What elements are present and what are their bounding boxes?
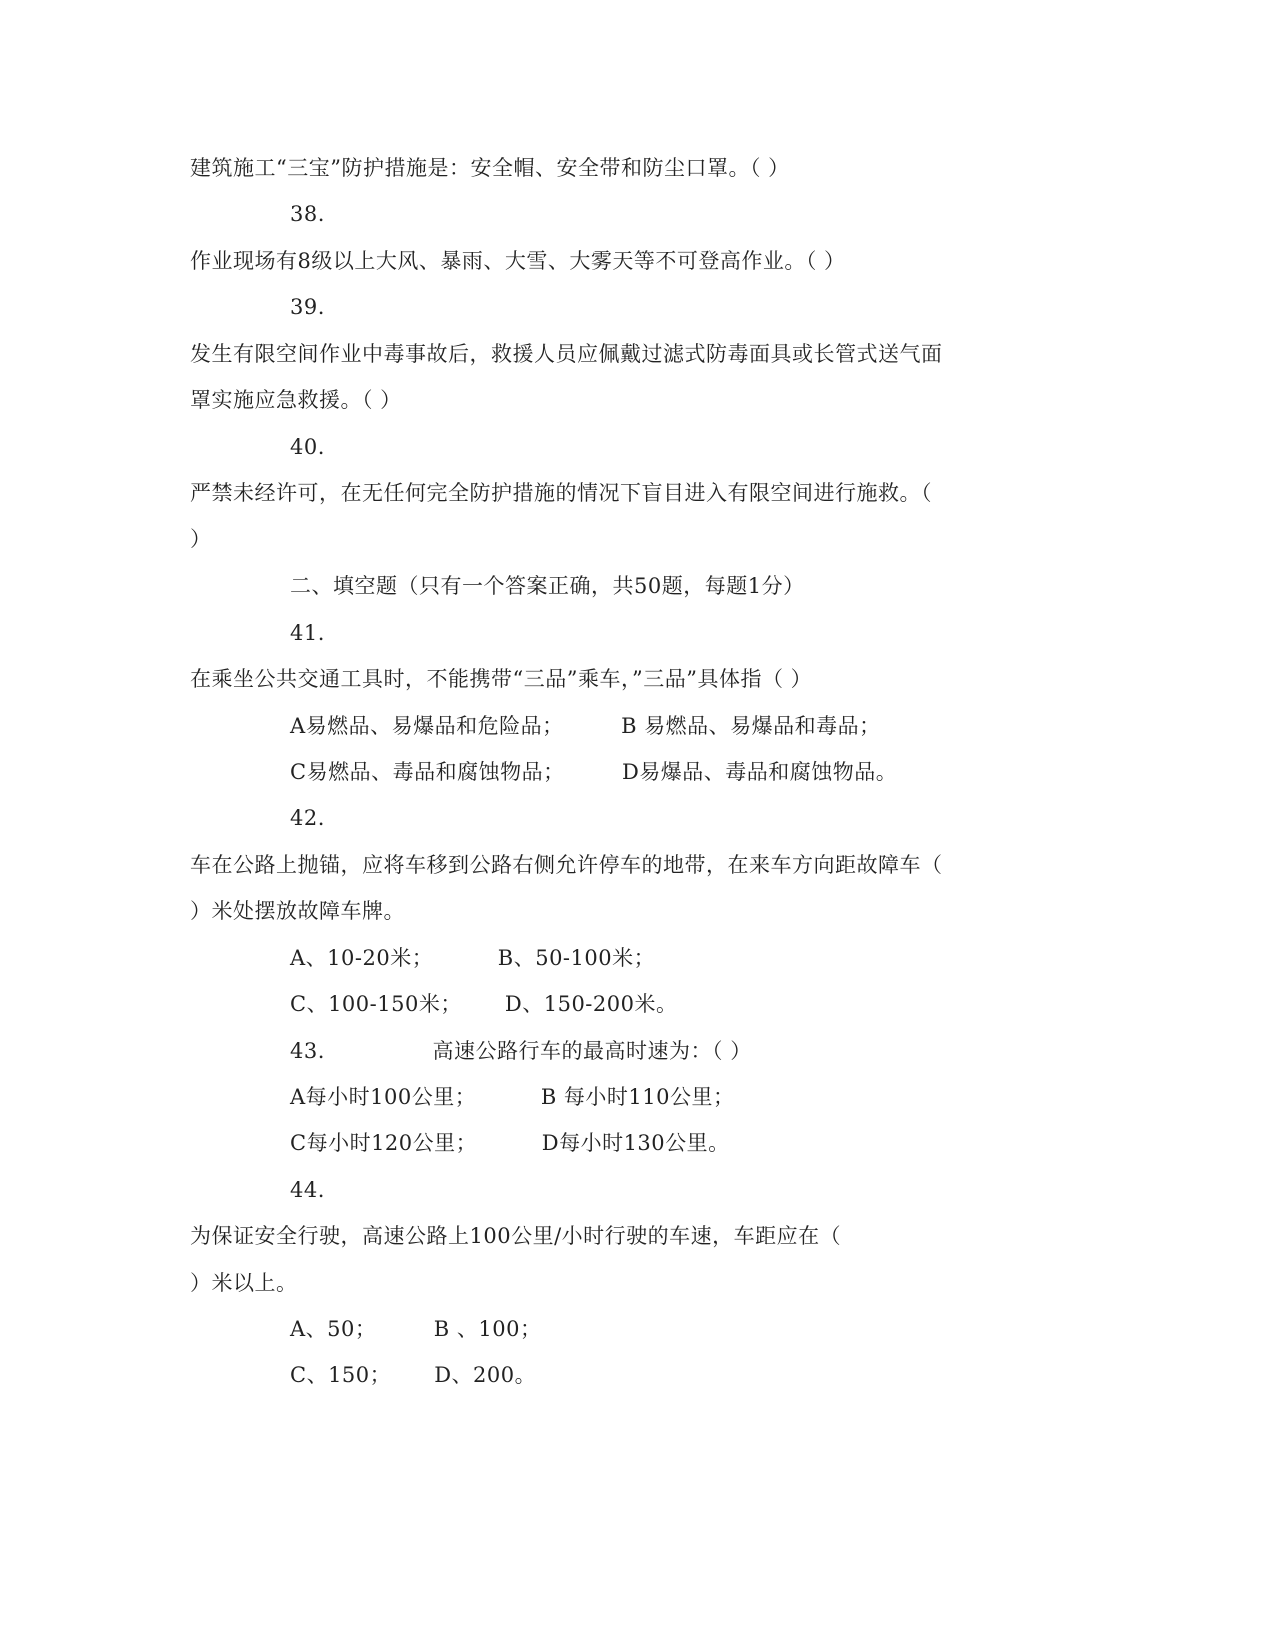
question-43-options-cd: C每小时120公里； D每小时130公里。 xyxy=(290,1131,730,1155)
question-38-text: 作业现场有8级以上大风、暴雨、大雪、大雾天等不可登高作业。（ ） xyxy=(190,249,846,273)
question-44-text-line-2: ）米以上。 xyxy=(190,1271,298,1295)
question-39-text-line-2: 罩实施应急救援。（ ） xyxy=(190,388,402,412)
question-42-number: 42. xyxy=(290,806,325,830)
question-39-text-line-1: 发生有限空间作业中毒事故后，救援人员应佩戴过滤式防毒面具或长管式送气面 xyxy=(190,342,943,366)
question-42-text-line-2: ）米处摆放故障车牌。 xyxy=(190,899,405,923)
question-41-text: 在乘坐公共交通工具时，不能携带“三品”乘车，”三品”具体指（ ） xyxy=(190,667,813,691)
question-44-text-line-1: 为保证安全行驶，高速公路上100公里/小时行驶的车速，车距应在（ xyxy=(190,1224,842,1248)
question-44-number: 44. xyxy=(290,1178,325,1202)
question-40-number: 40. xyxy=(290,435,325,459)
question-42-options-ab: A、10-20米； B、50-100米； xyxy=(290,946,656,970)
question-42-options-cd: C、100-150米； D、150-200米。 xyxy=(290,992,678,1016)
question-37-text: 建筑施工“三宝”防护措施是：安全帽、安全带和防尘口罩。（ ） xyxy=(190,156,790,180)
question-38-number: 38. xyxy=(290,202,325,226)
question-41-options-cd: C易燃品、毒品和腐蚀物品； D易爆品、毒品和腐蚀物品。 xyxy=(290,760,898,784)
question-42-text-line-1: 车在公路上抛锚，应将车移到公路右侧允许停车的地带，在来车方向距故障车（ xyxy=(190,853,943,877)
question-39-number: 39. xyxy=(290,295,325,319)
section-heading-fill-in: 二、填空题（只有一个答案正确，共50题，每题1分） xyxy=(290,574,805,598)
question-43-options-ab: A每小时100公里； B 每小时110公里； xyxy=(290,1085,735,1109)
question-41-options-ab: A易燃品、易爆品和危险品； B 易燃品、易爆品和毒品； xyxy=(290,714,881,738)
question-43-text: 43. 高速公路行车的最高时速为：（ ） xyxy=(290,1039,752,1063)
question-40-text-line-1: 严禁未经许可，在无任何完全防护措施的情况下盲目进入有限空间进行施救。（ xyxy=(190,481,932,505)
question-40-text-line-2: ） xyxy=(190,527,212,551)
question-44-options-ab: A、50； B 、100； xyxy=(290,1317,542,1341)
question-44-options-cd: C、150； D、200。 xyxy=(290,1363,537,1387)
question-41-number: 41. xyxy=(290,621,325,645)
